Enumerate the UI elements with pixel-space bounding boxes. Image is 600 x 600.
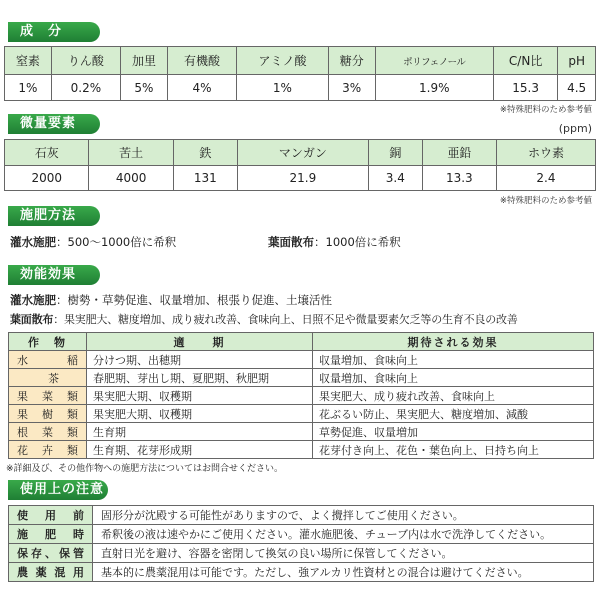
method-foliar-text: ：1000倍に希釈 [314,235,401,249]
effect-effect: 果実肥大、成り疲れ改善、食味向上 [313,387,594,405]
effect-line1-text: ：樹勢・草勢促進、収量増加、根張り促進、土壌活性 [56,293,332,307]
method-irrigation [10,234,176,250]
effect-header-row [9,333,594,351]
composition-table [4,46,596,101]
effect-line2-text: ：果実肥大、糖度増加、成り疲れ改善、食味向上、日照不足や微量要素欠乏等の生育不良の改善 [53,313,518,326]
micro-value: 2000 [5,166,89,191]
effect-period: 果実肥大期、収穫期 [87,387,313,405]
effect-crop: 茶 [9,369,87,387]
composition-value: 15.3 [493,75,557,101]
effect-period: 春肥期、芽出し期、夏肥期、秋肥期 [87,369,313,387]
effect-crop: 水稲 [9,351,87,369]
composition-header: C/N比 [493,47,557,75]
micro-table [4,139,596,191]
effect-period: 生育期、花芽形成期 [87,441,313,459]
effect-effect: 花ぶるい防止、果実肥大、糖度増加、減酸 [313,405,594,423]
composition-value: 5% [121,75,168,101]
micro-value: 131 [173,166,237,191]
composition-title: 成 分 [8,22,100,42]
effect-crop: 花卉類 [9,441,87,459]
composition-note: ※特殊肥料のため参考値 [499,105,592,115]
caution-head: 保存、保管 [9,544,93,563]
method-irrigation-label: 灌水施肥 [10,235,56,249]
micro-header: 亜鉛 [422,140,496,166]
table-row [9,563,594,582]
effect-header-period: 適 期 [87,333,313,351]
method-irrigation-text: ：500～1000倍に希釈 [56,235,177,249]
micro-header: 銅 [368,140,422,166]
micro-value: 3.4 [368,166,422,191]
table-row [9,423,594,441]
composition-header: 糖分 [328,47,375,75]
effect-crop: 根菜類 [9,423,87,441]
caution-head: 施肥時 [9,525,93,544]
micro-value-row [5,166,596,191]
effect-header-crop: 作 物 [9,333,87,351]
composition-header: 有機酸 [167,47,236,75]
composition-header: りん酸 [51,47,120,75]
composition-value: 1% [5,75,52,101]
effect-line-foliar [10,311,518,327]
effect-crop: 果菜類 [9,387,87,405]
micro-header: 苦土 [89,140,173,166]
composition-value: 1% [237,75,329,101]
micro-header: 石灰 [5,140,89,166]
effect-period: 分けつ期、出穂期 [87,351,313,369]
table-row [9,387,594,405]
caution-text: 基本的に農薬混用は可能です。ただし、強アルカリ性資材との混合は避けてください。 [93,563,594,582]
effect-line1-label: 灌水施肥 [10,293,56,307]
caution-head: 農薬混用 [9,563,93,582]
effect-table [8,332,594,459]
method-foliar-label: 葉面散布 [268,235,314,249]
effect-crop: 果樹類 [9,405,87,423]
table-row [9,544,594,563]
micro-title: 微量要素 [8,114,100,134]
caution-text: 固形分が沈殿する可能性がありますので、よく攪拌してご使用ください。 [93,506,594,525]
micro-note: ※特殊肥料のため参考値 [499,196,592,206]
composition-header-row [5,47,596,75]
effect-effect: 収量増加、食味向上 [313,351,594,369]
composition-header: アミノ酸 [237,47,329,75]
table-row [9,441,594,459]
composition-value: 4.5 [558,75,596,101]
micro-header: ホウ素 [496,140,595,166]
table-row [9,525,594,544]
method-foliar [268,234,401,250]
effect-note: ※詳細及び、その他作物への施肥方法についてはお問合せください。 [6,464,284,474]
caution-head: 使用前 [9,506,93,525]
composition-value-row [5,75,596,101]
composition-value: 4% [167,75,236,101]
composition-header: pH [558,47,596,75]
composition-value: 1.9% [375,75,493,101]
micro-header-row [5,140,596,166]
micro-value: 4000 [89,166,173,191]
composition-header: ポリフェノール [375,47,493,75]
effect-effect: 収量増加、食味向上 [313,369,594,387]
caution-text: 希釈後の液は速やかにご使用ください。灌水施肥後、チューブ内は水で洗浄してください。 [93,525,594,544]
effect-period: 果実肥大期、収穫期 [87,405,313,423]
effect-line2-label: 葉面散布 [10,313,54,326]
micro-header: 鉄 [173,140,237,166]
table-row [9,351,594,369]
caution-table [8,505,594,582]
composition-value: 3% [328,75,375,101]
effect-effect: 花芽付き向上、花色・葉色向上、日持ち向上 [313,441,594,459]
micro-value: 13.3 [422,166,496,191]
caution-title: 使用上の注意 [8,480,108,500]
effect-title: 効能効果 [8,265,100,285]
table-row [9,506,594,525]
micro-value: 2.4 [496,166,595,191]
table-row [9,405,594,423]
micro-unit: (ppm) [558,122,592,135]
composition-header: 窒素 [5,47,52,75]
composition-value: 0.2% [51,75,120,101]
effect-line-irrigation [10,292,332,308]
micro-value: 21.9 [237,166,368,191]
effect-effect: 草勢促進、収量増加 [313,423,594,441]
micro-header: マンガン [237,140,368,166]
composition-header: 加里 [121,47,168,75]
effect-period: 生育期 [87,423,313,441]
method-title: 施肥方法 [8,206,100,226]
caution-text: 直射日光を避け、容器を密閉して換気の良い場所に保管してください。 [93,544,594,563]
effect-header-effect: 期待される効果 [313,333,594,351]
table-row [9,369,594,387]
